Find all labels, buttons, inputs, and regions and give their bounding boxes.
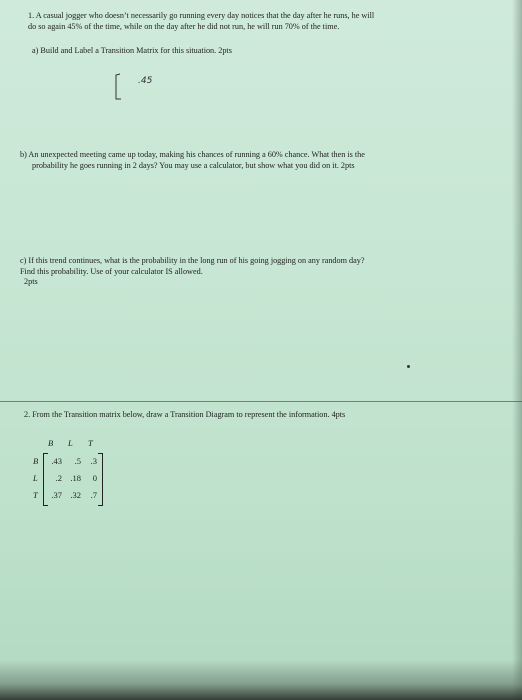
matrix-col-label-l: L: [68, 438, 73, 448]
matrix-col-label-b: B: [48, 438, 54, 448]
question-1c-line-2: Find this probability. Use of your calculator IS allowed.: [20, 266, 203, 276]
matrix-cell: .5: [74, 456, 81, 466]
question-2-prompt: 2. From the Transition matrix below, draw a Transition Diagram to represent the information. 4pts: [24, 410, 346, 419]
matrix-cell: .7: [90, 490, 97, 500]
transition-matrix: [30, 436, 120, 516]
matrix-row-label-t: T: [33, 490, 38, 500]
matrix-cell: .43: [51, 456, 62, 466]
question-1c: [20, 256, 365, 288]
matrix-col-label-t: T: [88, 438, 93, 448]
matrix-cell: .3: [90, 456, 97, 466]
handwriting-bracket-icon: [112, 68, 182, 104]
page-edge-shade: [512, 0, 522, 700]
matrix-cell: .18: [70, 473, 81, 483]
stray-mark: [407, 365, 410, 368]
matrix-cell: 0: [92, 473, 97, 483]
question-1-intro: [28, 11, 374, 32]
matrix-row-label-l: L: [33, 473, 38, 483]
section-divider: [0, 401, 522, 402]
question-1c-line-3: 2pts: [24, 277, 38, 286]
question-1a: a) Build and Label a Transition Matrix for this situation. 2pts: [32, 46, 232, 55]
matrix-right-bracket: [98, 453, 103, 506]
question-1-intro-line-1: 1. A casual jogger who doesn’t necessarily go running every day notices that the day after he runs, he will: [28, 11, 375, 20]
question-1b-line-1: b) An unexpected meeting came up today, making his chances of running a 60% chance. What then is the: [20, 150, 365, 159]
question-1c-line-1: c) If this trend continues, what is the probability in the long run of his going jogging on any random day?: [20, 256, 365, 265]
handwritten-matrix-start: [112, 68, 182, 109]
question-1-intro-line-2: do so again 45% of the time, while on the day after he did not run, he will run 70% of the time.: [28, 21, 340, 31]
matrix-row-label-b: B: [33, 456, 39, 466]
matrix-cell: .32: [70, 490, 81, 500]
page-bottom-shadow: [0, 660, 522, 700]
matrix-cell: .37: [51, 490, 62, 500]
handwritten-value: .45: [138, 76, 153, 86]
question-1b: [20, 150, 365, 171]
question-1b-line-2: probability he goes running in 2 days? You may use a calculator, but show what you did on it. 2pts: [32, 160, 355, 170]
matrix-cell: .2: [55, 473, 62, 483]
